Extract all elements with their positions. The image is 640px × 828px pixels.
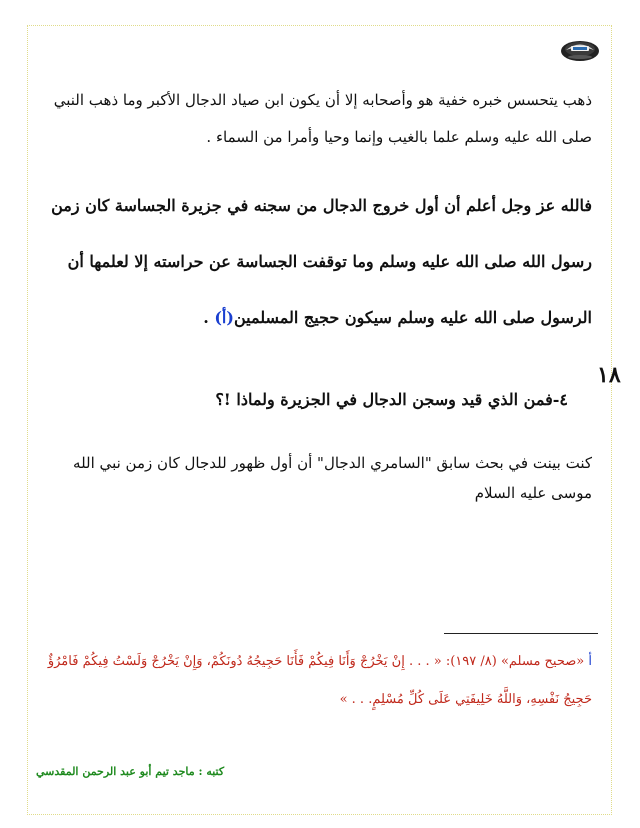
- footnote-reference[interactable]: (أ): [214, 308, 234, 327]
- paragraph-bold: [32, 178, 592, 346]
- paragraph-bold-text: فالله عز وجل أعلم أن أول خروج الدجال من سجنه في جزيرة الجساسة كان زمن رسول الله صلى الله عليه وسلم وما توقفت الجساسة عن حراسته إلا لعلمها أن الرسول صلى الله عليه وسلم سيكون حجيج المسلمين: [51, 196, 592, 327]
- paragraph-section: كنت بينت في بحث سابق "السامري الدجال" أن أول ظهور للدجال كان زمن نبي الله موسى عليه السلام: [73, 454, 592, 502]
- footnote-divider: [444, 633, 598, 634]
- footnote: [32, 643, 592, 719]
- footnote-text: «صحيح مسلم» (٨/ ١٩٧): « . . . إِنْ يَخْرُجْ وَأَنَا فِيكُمْ فَأَنَا حَجِيجُهُ دُونَكُمْ، وَإِنْ يَخْرُجْ وَلَسْتُ فِيكُمْ فَامْرُؤٌ حَجِيجُ نَفْسِهِ، وَاللَّهُ خَلِيفَتِي عَلَى كُلِّ مُسْلِمٍ. . . »: [47, 654, 592, 707]
- footnote-label: أ: [588, 654, 592, 669]
- page-number: ١٨: [597, 362, 621, 388]
- paragraph-intro: ذهب يتحسس خبره خفية هو وأصحابه إلا أن يكون ابن صياد الدجال الأكبر وما ذهب النبي صلى الله عليه وسلم علما بالغيب وإنما وحيا وأمرا من السماء .: [53, 91, 592, 146]
- section-heading: ٤-فمن الذي قيد وسجن الدجال في الجزيرة ولماذا !؟: [215, 390, 568, 409]
- author-signature: كتبه : ماجد تيم أبو عبد الرحمن المقدسي: [36, 765, 225, 778]
- book-emblem-icon: [560, 36, 600, 62]
- paragraph-bold-end: .: [203, 308, 215, 327]
